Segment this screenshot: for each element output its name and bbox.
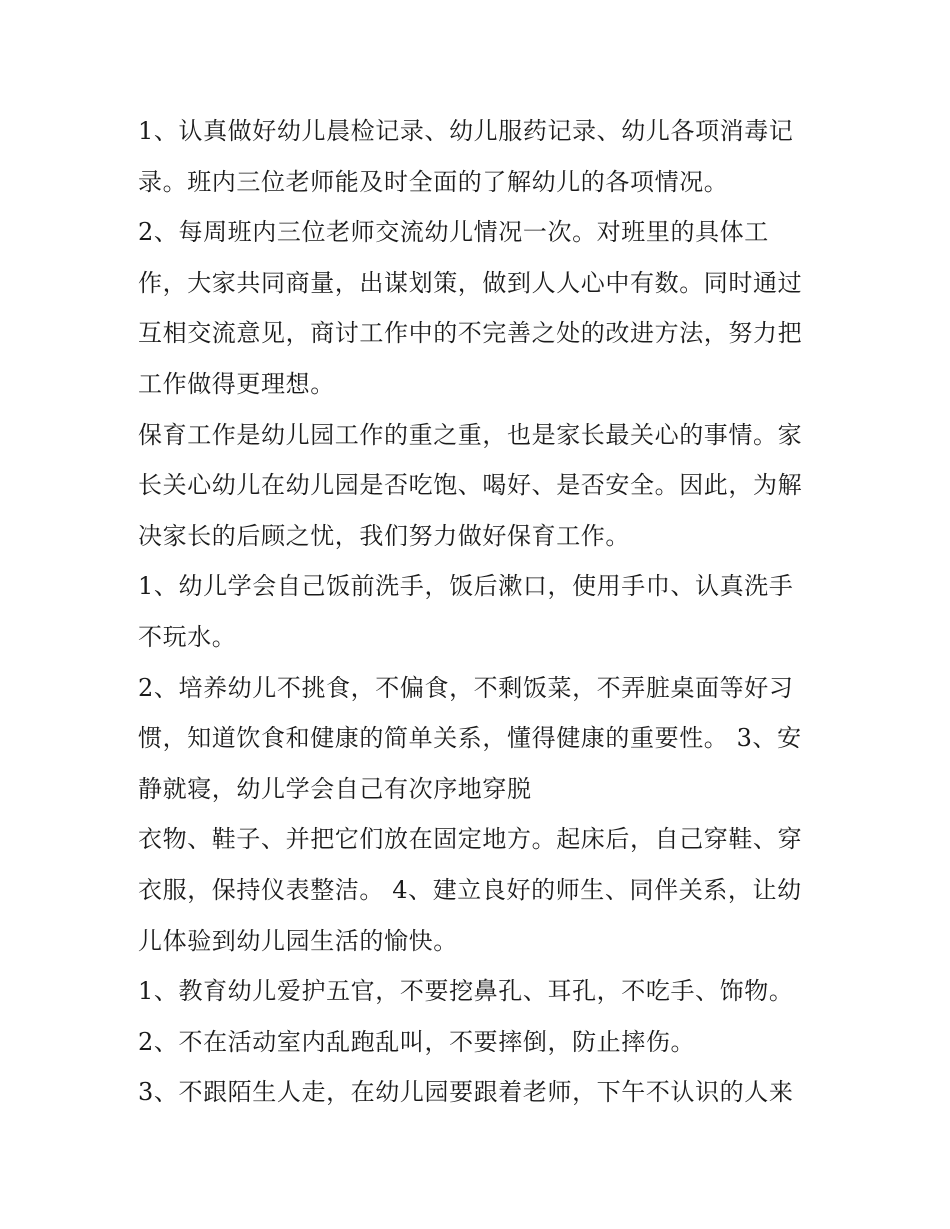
- text-line: 工作做得更理想。: [138, 369, 335, 398]
- text-line: 衣物、鞋子、并把它们放在固定地方。起床后，自己穿鞋、穿: [138, 825, 803, 854]
- text-line: 互相交流意见，商讨工作中的不完善之处的改进方法，努力把: [138, 319, 803, 348]
- text-line: 3、不跟陌生人走，在幼儿园要跟着老师，下午不认识的人来: [138, 1078, 794, 1107]
- text-line: 2、培养幼儿不挑食，不偏食，不剩饭菜，不弄脏桌面等好习: [138, 673, 794, 702]
- text-line: 1、教育幼儿爱护五官，不要挖鼻孔、耳孔，不吃手、饰物。: [138, 977, 794, 1006]
- text-line: 不玩水。: [138, 622, 237, 651]
- text-line: 2、不在活动室内乱跑乱叫，不要摔倒，防止摔伤。: [138, 1027, 696, 1056]
- text-line: 1、认真做好幼儿晨检记录、幼儿服药记录、幼儿各项消毒记: [138, 117, 794, 145]
- text-line: 静就寝，幼儿学会自己有次序地穿脱: [138, 774, 532, 803]
- text-line: 2、每周班内三位老师交流幼儿情况一次。对班里的具体工: [138, 218, 769, 247]
- text-line: 长关心幼儿在幼儿园是否吃饱、喝好、是否安全。因此，为解: [138, 471, 803, 500]
- text-line: 作，大家共同商量，出谋划策，做到人人心中有数。同时通过: [138, 268, 803, 297]
- text-line: 保育工作是幼儿园工作的重之重，也是家长最关心的事情。家: [138, 420, 803, 449]
- text-line: 惯，知道饮食和健康的简单关系，懂得健康的重要性。 3、安: [138, 724, 802, 753]
- document-body: [138, 106, 828, 1118]
- text-line: 决家长的后顾之忧，我们努力做好保育工作。: [138, 521, 630, 550]
- text-line: 衣服，保持仪表整洁。 4、建立良好的师生、同伴关系，让幼: [138, 875, 802, 904]
- text-line: 录。班内三位老师能及时全面的了解幼儿的各项情况。: [138, 167, 729, 196]
- text-line: 1、幼儿学会自己饭前洗手，饭后漱口，使用手巾、认真洗手: [138, 572, 794, 601]
- text-line: 儿体验到幼儿园生活的愉快。: [138, 926, 458, 955]
